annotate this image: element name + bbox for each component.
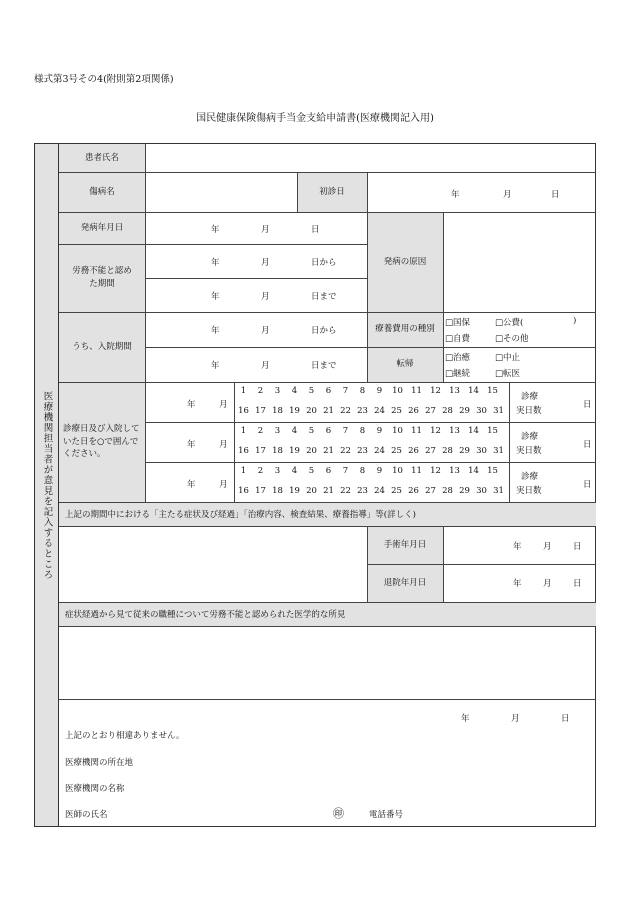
- day-24[interactable]: 24: [374, 486, 385, 496]
- day-13[interactable]: 13: [449, 426, 460, 436]
- day-16[interactable]: 16: [238, 446, 249, 456]
- day-18[interactable]: 18: [272, 486, 283, 496]
- onset-day: 日: [311, 225, 320, 235]
- expense-option-kouhi-close: ): [573, 316, 577, 326]
- month2-actual-label2: 実日数: [516, 446, 542, 456]
- day-9[interactable]: 9: [376, 386, 383, 396]
- surgery-date-label: 手術年月日: [383, 539, 427, 550]
- month2-year: 年: [187, 440, 196, 450]
- day-23[interactable]: 23: [357, 406, 368, 416]
- day-10[interactable]: 10: [392, 466, 403, 476]
- month2-days-row2[interactable]: [235, 446, 507, 456]
- course-heading: 上記の期間中における「主たる症状及び経過」「治療内容、検査結果、療養指導」等(詳しく): [65, 510, 416, 520]
- discharge-day: 日: [573, 579, 582, 589]
- day-19[interactable]: 19: [289, 446, 300, 456]
- incapacity-until-year: 年: [211, 292, 220, 302]
- day-3[interactable]: 3: [274, 466, 281, 476]
- day-21[interactable]: 21: [323, 406, 334, 416]
- opinion-heading: 症状経過から見て従来の職種について労務不能と認められた医学的な所見: [65, 610, 346, 620]
- day-31[interactable]: 31: [493, 486, 504, 496]
- day-17[interactable]: 17: [255, 486, 266, 496]
- month3-year: 年: [187, 480, 196, 490]
- month1-year: 年: [187, 400, 196, 410]
- month1-days-row1[interactable]: [235, 386, 502, 396]
- day-29[interactable]: 29: [459, 446, 470, 456]
- day-25[interactable]: 25: [391, 486, 402, 496]
- day-17[interactable]: 17: [255, 406, 266, 416]
- day-14[interactable]: 14: [468, 386, 479, 396]
- day-27[interactable]: 27: [425, 486, 436, 496]
- month1-actual-label1: 診療: [521, 392, 539, 402]
- day-26[interactable]: 26: [408, 446, 419, 456]
- day-6[interactable]: 6: [325, 386, 332, 396]
- day-19[interactable]: 19: [289, 486, 300, 496]
- day-22[interactable]: 22: [340, 446, 351, 456]
- day-18[interactable]: 18: [272, 406, 283, 416]
- month3-actual-label1: 診療: [521, 472, 539, 482]
- onset-date-label: 発病年月日: [80, 222, 124, 233]
- day-6[interactable]: 6: [325, 466, 332, 476]
- seal-icon: ㊞: [333, 807, 344, 820]
- day-7[interactable]: 7: [342, 386, 349, 396]
- day-16[interactable]: 16: [238, 406, 249, 416]
- statement-text: 上記のとおり相違ありません。: [65, 731, 185, 741]
- day-16[interactable]: 16: [238, 486, 249, 496]
- doctor-name-label: 医師の氏名: [65, 810, 108, 820]
- day-5[interactable]: 5: [308, 466, 315, 476]
- day-29[interactable]: 29: [459, 486, 470, 496]
- day-15[interactable]: 15: [487, 386, 498, 396]
- day-14[interactable]: 14: [468, 426, 479, 436]
- day-26[interactable]: 26: [408, 406, 419, 416]
- incapacity-period-label: 労務不能と認めた期間: [72, 266, 132, 289]
- onset-month: 月: [261, 225, 270, 235]
- onset-year: 年: [211, 225, 220, 235]
- day-2[interactable]: 2: [257, 466, 264, 476]
- month1-actual-unit: 日: [583, 400, 592, 410]
- day-8[interactable]: 8: [359, 466, 366, 476]
- incapacity-until-suffix: 日まで: [311, 292, 337, 302]
- day-5[interactable]: 5: [308, 426, 315, 436]
- day-22[interactable]: 22: [340, 486, 351, 496]
- day-21[interactable]: 21: [323, 486, 334, 496]
- course-input-area[interactable]: [59, 526, 367, 602]
- day-3[interactable]: 3: [274, 386, 281, 396]
- incapacity-until-month: 月: [261, 292, 270, 302]
- form-id: 様式第3号その4(附則第2項関係): [34, 74, 174, 85]
- day-6[interactable]: 6: [325, 426, 332, 436]
- day-2[interactable]: 2: [257, 386, 264, 396]
- month3-actual-label2: 実日数: [516, 486, 542, 496]
- day-23[interactable]: 23: [357, 446, 368, 456]
- day-25[interactable]: 25: [391, 446, 402, 456]
- expense-type-label: 療養費用の種別: [375, 324, 435, 335]
- hospital-from-year: 年: [211, 326, 220, 336]
- day-15[interactable]: 15: [487, 466, 498, 476]
- day-21[interactable]: 21: [323, 446, 334, 456]
- onset-cause-label: 発病の原因: [383, 256, 427, 267]
- day-15[interactable]: 15: [487, 426, 498, 436]
- day-22[interactable]: 22: [340, 406, 351, 416]
- day-18[interactable]: 18: [272, 446, 283, 456]
- surgery-day: 日: [573, 542, 582, 552]
- disease-name-label: 傷病名: [89, 186, 115, 197]
- day-24[interactable]: 24: [374, 446, 385, 456]
- hospital-period-label: うち、入院期間: [72, 341, 132, 352]
- outcome-option-continuing[interactable]: □継続: [445, 369, 471, 379]
- day-25[interactable]: 25: [391, 406, 402, 416]
- form-frame: [34, 143, 596, 827]
- month1-days-row2[interactable]: [235, 406, 507, 416]
- first-visit-month: 月: [503, 190, 512, 200]
- opinion-input-area[interactable]: [59, 626, 596, 699]
- day-1[interactable]: 1: [240, 466, 247, 476]
- day-12[interactable]: 12: [430, 426, 441, 436]
- discharge-year: 年: [513, 579, 522, 589]
- surgery-month: 月: [543, 542, 552, 552]
- footer-year: 年: [461, 714, 470, 724]
- day-27[interactable]: 27: [425, 406, 436, 416]
- day-27[interactable]: 27: [425, 446, 436, 456]
- hospital-until-suffix: 日まで: [311, 361, 337, 371]
- day-20[interactable]: 20: [306, 446, 317, 456]
- day-13[interactable]: 13: [449, 466, 460, 476]
- day-13[interactable]: 13: [449, 386, 460, 396]
- patient-name-label: 患者氏名: [84, 152, 119, 163]
- month3-days-row2[interactable]: [235, 486, 507, 496]
- day-12[interactable]: 12: [430, 386, 441, 396]
- hospital-until-month: 月: [261, 361, 270, 371]
- day-30[interactable]: 30: [476, 406, 487, 416]
- day-1[interactable]: 1: [240, 386, 247, 396]
- day-12[interactable]: 12: [430, 466, 441, 476]
- day-31[interactable]: 31: [493, 446, 504, 456]
- expense-option-jihi[interactable]: □自費: [445, 334, 471, 344]
- month1-actual-label2: 実日数: [516, 406, 542, 416]
- document-title: 国民健康保険傷病手当金支給申請書(医療機関記入用): [196, 113, 434, 124]
- day-1[interactable]: 1: [240, 426, 247, 436]
- day-30[interactable]: 30: [476, 446, 487, 456]
- discharge-month: 月: [543, 579, 552, 589]
- month3-days-row1[interactable]: [235, 466, 502, 476]
- day-5[interactable]: 5: [308, 386, 315, 396]
- day-7[interactable]: 7: [342, 466, 349, 476]
- first-visit-day: 日: [551, 190, 560, 200]
- first-visit-label: 初診日: [319, 186, 345, 197]
- day-26[interactable]: 26: [408, 486, 419, 496]
- expense-option-kouhi[interactable]: □公費(: [495, 318, 524, 328]
- day-2[interactable]: 2: [257, 426, 264, 436]
- footer-month: 月: [511, 714, 520, 724]
- discharge-date-label: 退院年月日: [383, 577, 427, 588]
- expense-option-other[interactable]: □その他: [495, 334, 529, 344]
- day-9[interactable]: 9: [376, 466, 383, 476]
- hospital-from-suffix: 日から: [311, 326, 337, 336]
- day-20[interactable]: 20: [306, 486, 317, 496]
- day-10[interactable]: 10: [392, 386, 403, 396]
- month3-month: 月: [219, 480, 228, 490]
- day-20[interactable]: 20: [306, 406, 317, 416]
- expense-option-kokuho[interactable]: □国保: [445, 318, 471, 328]
- day-11[interactable]: 11: [411, 426, 422, 436]
- footer-day: 日: [561, 714, 570, 724]
- institution-name-label: 医療機関の名称: [65, 784, 125, 794]
- day-30[interactable]: 30: [476, 486, 487, 496]
- day-17[interactable]: 17: [255, 446, 266, 456]
- day-29[interactable]: 29: [459, 406, 470, 416]
- side-label: 医療機関担当者が意見を記入するところ: [41, 390, 53, 580]
- incapacity-from-year: 年: [211, 258, 220, 268]
- month2-actual-label1: 診療: [521, 432, 539, 442]
- side-label-column: [35, 144, 59, 826]
- day-4[interactable]: 4: [291, 426, 298, 436]
- day-11[interactable]: 11: [411, 386, 422, 396]
- day-24[interactable]: 24: [374, 406, 385, 416]
- incapacity-from-suffix: 日から: [311, 258, 337, 268]
- day-19[interactable]: 19: [289, 406, 300, 416]
- day-14[interactable]: 14: [468, 466, 479, 476]
- day-31[interactable]: 31: [493, 406, 504, 416]
- outcome-option-cured[interactable]: □治癒: [445, 353, 471, 363]
- incapacity-from-month: 月: [261, 258, 270, 268]
- month1-month: 月: [219, 400, 228, 410]
- day-8[interactable]: 8: [359, 386, 366, 396]
- day-4[interactable]: 4: [291, 386, 298, 396]
- day-28[interactable]: 28: [442, 486, 453, 496]
- month2-actual-unit: 日: [583, 440, 592, 450]
- phone-label: 電話番号: [369, 810, 404, 820]
- hospital-until-year: 年: [211, 361, 220, 371]
- address-label: 医療機関の所在地: [65, 758, 134, 768]
- day-8[interactable]: 8: [359, 426, 366, 436]
- outcome-option-transferred[interactable]: □転医: [495, 369, 521, 379]
- day-9[interactable]: 9: [376, 426, 383, 436]
- day-28[interactable]: 28: [442, 446, 453, 456]
- day-7[interactable]: 7: [342, 426, 349, 436]
- day-4[interactable]: 4: [291, 466, 298, 476]
- day-10[interactable]: 10: [392, 426, 403, 436]
- day-3[interactable]: 3: [274, 426, 281, 436]
- day-23[interactable]: 23: [357, 486, 368, 496]
- month2-days-row1[interactable]: [235, 426, 502, 436]
- outcome-option-stopped[interactable]: □中止: [495, 353, 521, 363]
- month2-month: 月: [219, 440, 228, 450]
- day-11[interactable]: 11: [411, 466, 422, 476]
- hospital-from-month: 月: [261, 326, 270, 336]
- month3-actual-unit: 日: [583, 480, 592, 490]
- visit-days-label: 診療日及び入院していた日を○で囲んでください。: [63, 423, 140, 460]
- outcome-label: 転帰: [396, 359, 414, 370]
- first-visit-year: 年: [451, 190, 460, 200]
- surgery-year: 年: [513, 542, 522, 552]
- day-28[interactable]: 28: [442, 406, 453, 416]
